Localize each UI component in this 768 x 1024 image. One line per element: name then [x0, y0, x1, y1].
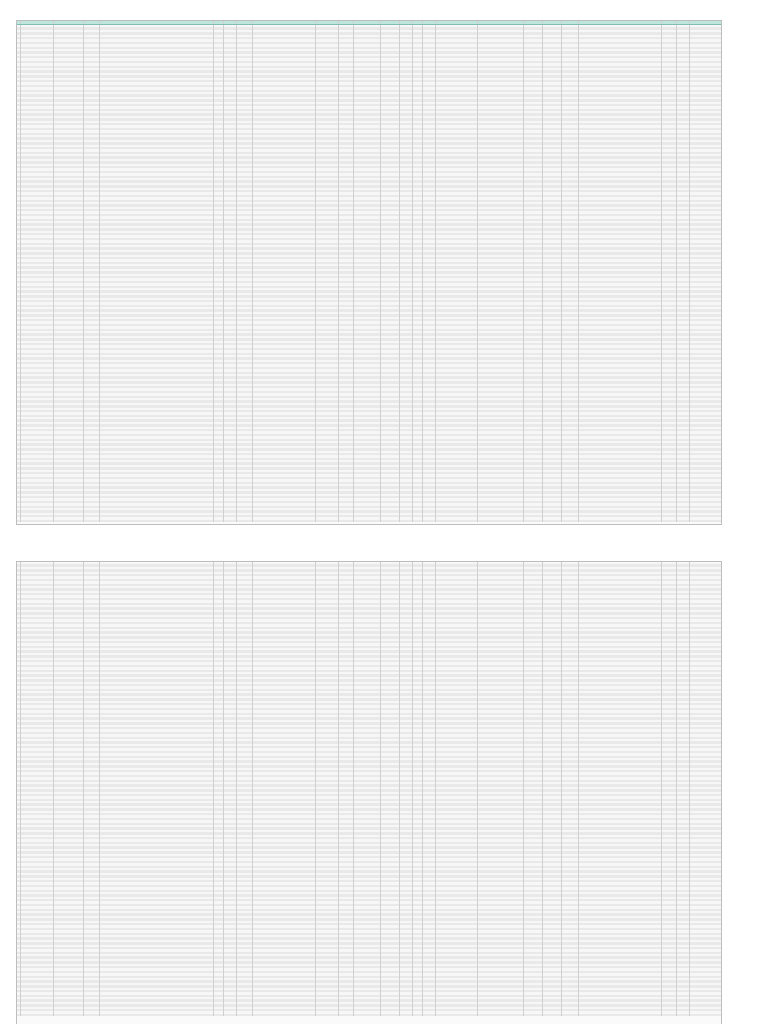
table-page-1 — [16, 20, 722, 525]
data-table-page-1 — [17, 21, 722, 522]
